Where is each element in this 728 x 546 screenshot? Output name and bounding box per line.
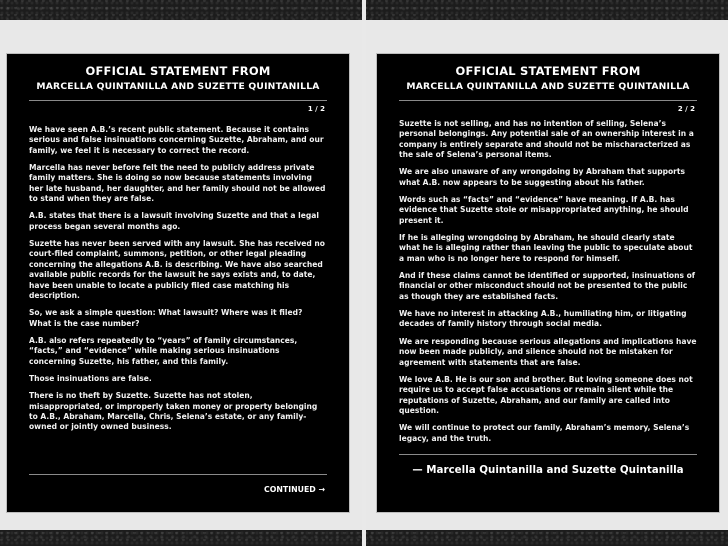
statement-title: OFFICIAL STATEMENT FROM	[85, 64, 271, 78]
paragraph: We will continue to protect our family, Abraham’s memory, Selena’s legacy, and the truth.	[399, 423, 690, 443]
statement-card-2	[376, 53, 720, 513]
continued-label: CONTINUED →	[29, 474, 327, 494]
page-number: 1 / 2	[307, 105, 325, 113]
paragraph: We are also unaware of any wrongdoing by Abraham that supports what A.B. now appears to be suggesting about his father.	[399, 167, 686, 187]
paragraph: Words such as “facts” and “evidence” have meaning. If A.B. has evidence that Suzette stole or misappropriated anything, he should present it.	[399, 195, 689, 225]
signature-rule	[399, 454, 697, 455]
paragraph: Suzette is not selling, and has no intention of selling, Selena’s personal belongings. Any potential sale of an ownership interest in a company is entirely separate and should not be mischaracterized as the sale of Selena’s personal items.	[399, 119, 694, 160]
paragraph: So, we ask a simple question: What lawsuit? Where was it filed? What is the case number?	[29, 308, 303, 328]
statement-header	[7, 64, 349, 92]
statement-card-1	[6, 53, 350, 513]
paragraph: Marcella has never before felt the need to publicly address private family matters. She is doing so now because statements involving her late husband, her daughter, and her family should not be allowed to stand when they are false.	[29, 163, 326, 204]
paragraph: If he is alleging wrongdoing by Abraham, he should clearly state what he is alleging rather than leaving the public to speculate about a man who is no longer here to respond for himself.	[399, 233, 693, 263]
header-rule	[29, 100, 327, 101]
paragraph: Suzette has never been served with any lawsuit. She has received no court-filed complaint, summons, petition, or other legal pleading concerning the allegations A.B. is describing. We have also searched available public records for the lawsuit he says exists and, to date, have been unable to locate a publicly filed case matching his description.	[29, 239, 325, 301]
header-rule	[399, 100, 697, 101]
page-number: 2 / 2	[677, 105, 695, 113]
signature: — Marcella Quintanilla and Suzette Quintanilla	[412, 463, 684, 476]
statement-page-1-panel	[0, 20, 362, 530]
paragraph: Those insinuations are false.	[29, 373, 152, 383]
statement-subtitle: MARCELLA QUINTANILLA AND SUZETTE QUINTANILLA	[36, 81, 320, 92]
statement-body	[377, 119, 719, 476]
paragraph: We have no interest in attacking A.B., humiliating him, or litigating decades of family history through social media.	[399, 309, 687, 329]
paragraph: We love A.B. He is our son and brother. But loving someone does not require us to accept false accusations or remain silent while the reputations of Suzette, Abraham, and our family are called into question.	[399, 374, 693, 415]
statement-header	[377, 64, 719, 92]
statement-page-2-panel	[366, 20, 728, 530]
statement-body	[7, 125, 349, 433]
paragraph: There is no theft by Suzette. Suzette has not stolen, misappropriated, or improperly taken money or property belonging to A.B., Abraham, Marcella, Chris, Selena’s estate, or any family-owned or jointly owned business.	[29, 391, 318, 432]
paragraph: A.B. states that there is a lawsuit involving Suzette and that a legal process began several months ago.	[29, 211, 319, 231]
statement-subtitle: MARCELLA QUINTANILLA AND SUZETTE QUINTANILLA	[406, 81, 690, 92]
paragraph: We have seen A.B.’s recent public statement. Because it contains serious and false insinuations concerning Suzette, Abraham, and our family, we feel it is necessary to correct the record.	[29, 125, 324, 155]
paragraph: We are responding because serious allegations and implications have now been made publicly, and silence should not be mistaken for agreement with statements that are false.	[399, 336, 697, 367]
paragraph: A.B. also refers repeatedly to “years” of family circumstances, “facts,” and “evidence” while making serious insinuations concerning Suzette, his father, and this family.	[29, 335, 298, 366]
statement-title: OFFICIAL STATEMENT FROM	[455, 64, 641, 78]
paragraph: And if these claims cannot be identified or supported, insinuations of financial or other misconduct should not be presented to the public as though they are established facts.	[399, 271, 696, 301]
